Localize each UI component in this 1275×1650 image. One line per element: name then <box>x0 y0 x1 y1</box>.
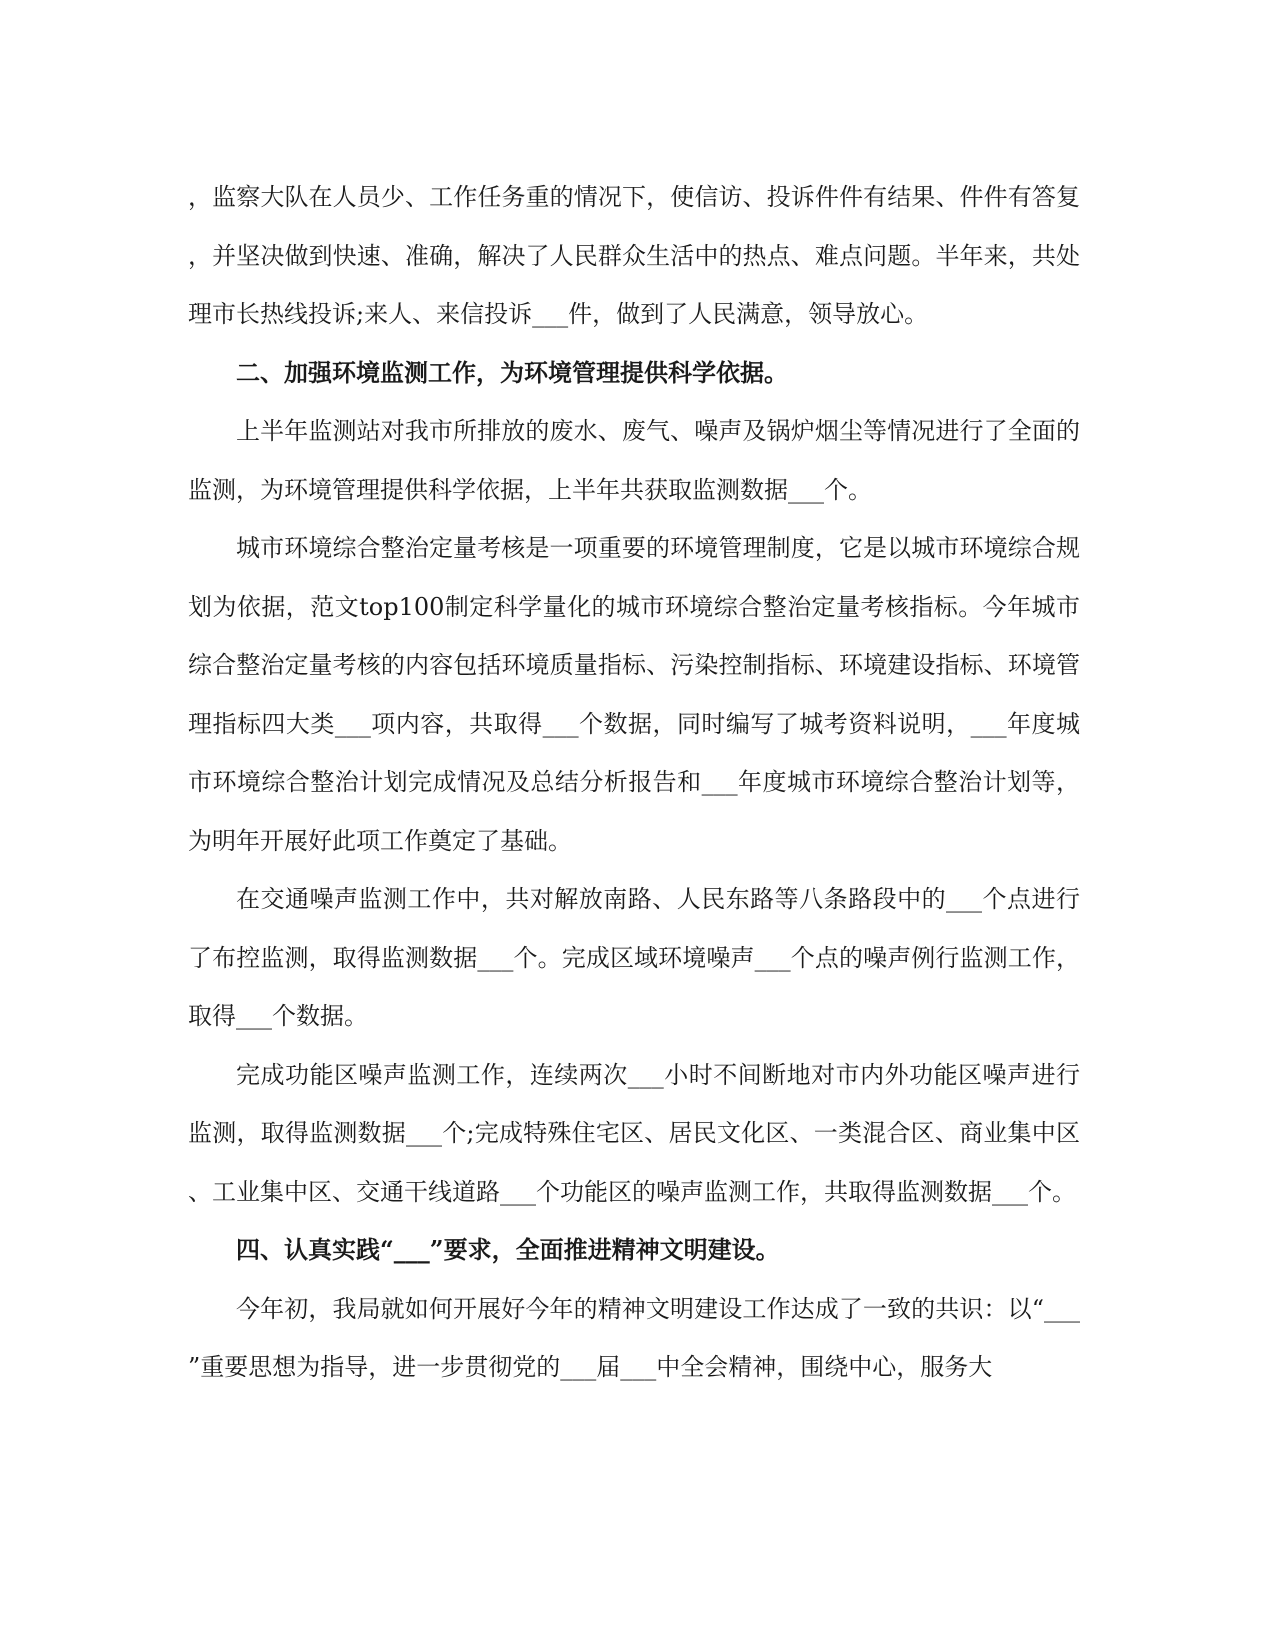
section-heading-2: 二、加强环境监测工作，为环境管理提供科学依据。 <box>236 357 788 387</box>
paragraph-monitoring-overview: 上半年监测站对我市所排放的废水、废气、噪声及锅炉烟尘等情况进行了全面的监测，为环境管理提供科学依据，上半年共获取监测数据___个。 <box>188 417 1080 504</box>
paragraph-city-assessment: 城市环境综合整治定量考核是一项重要的环境管理制度，它是以城市环境综合规划为依据，范文top100制定科学量化的城市环境综合整治定量考核指标。今年城市综合整治定量考核的内容包括环境质量指标、污染控制指标、环境建设指标、环境管理指标四大类___项内容，共取得___个数据，同时编写了城考资料说明，___年度城市环境综合整治计划完成情况及总结分析报告和___年度城市环境综合整治计划等，为明年开展好此项工作奠定了基础。 <box>188 534 1080 855</box>
document-body <box>188 168 1080 1397</box>
section-heading-4: 四、认真实践“___”要求，全面推进精神文明建设。 <box>236 1235 780 1264</box>
paragraph-civilization-building: 今年初，我局就如何开展好今年的精神文明建设工作达成了一致的共识：以“___”重要思想为指导，进一步贯彻党的___届___中全会精神，围绕中心，服务大 <box>188 1294 1080 1381</box>
paragraph-continuation: ，监察大队在人员少、工作任务重的情况下，使信访、投诉件件有结果、件件有答复，并坚决做到快速、准确，解决了人民群众生活中的热点、难点问题。半年来，共处理市长热线投诉;来人、来信投诉___件，做到了人民满意，领导放心。 <box>188 183 1080 328</box>
paragraph-traffic-noise: 在交通噪声监测工作中，共对解放南路、人民东路等八条路段中的___个点进行了布控监测，取得监测数据___个。完成区域环境噪声___个点的噪声例行监测工作，取得___个数据。 <box>188 885 1080 1030</box>
paragraph-functional-zone-noise: 完成功能区噪声监测工作，连续两次___小时不间断地对市内外功能区噪声进行监测，取得监测数据___个;完成特殊住宅区、居民文化区、一类混合区、商业集中区、工业集中区、交通干线道路___个功能区的噪声监测工作，共取得监测数据___个。 <box>188 1060 1080 1206</box>
